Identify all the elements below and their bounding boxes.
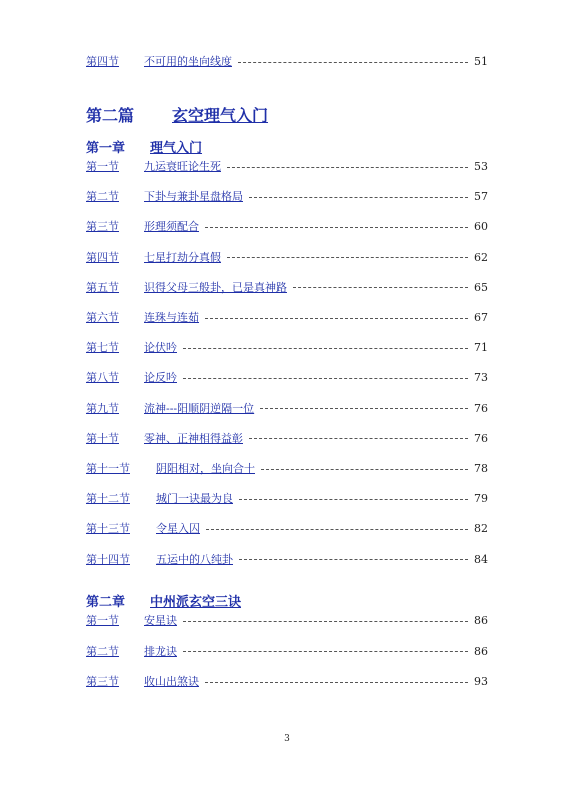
toc-entry[interactable]: [86, 521, 488, 537]
dot-leader: [227, 257, 468, 258]
part-number: 第二篇: [86, 106, 135, 125]
page-ref: 71: [474, 341, 488, 355]
section-title: 下卦与兼卦星盘格局: [144, 190, 243, 204]
section-title: 零神、正神相得益彰: [144, 431, 243, 445]
section-number: 第八节: [86, 371, 119, 385]
page-ref: 86: [474, 644, 488, 658]
toc-entry[interactable]: [86, 219, 488, 235]
section-number: 第十节: [86, 431, 119, 445]
page-ref: 53: [474, 160, 488, 173]
toc-entry[interactable]: [86, 613, 488, 629]
page-ref: 60: [474, 220, 488, 234]
toc-entry[interactable]: [86, 401, 488, 417]
toc-entry[interactable]: [86, 280, 488, 296]
page-ref: 73: [474, 371, 488, 385]
section-title: 形理须配合: [144, 220, 199, 234]
toc-entry[interactable]: [86, 54, 488, 70]
section-number: 第十三节: [86, 522, 130, 536]
section-title: 论反吟: [144, 371, 177, 385]
section-number: 第三节: [86, 675, 119, 688]
page-ref: 67: [474, 311, 488, 324]
page-ref: 51: [474, 55, 488, 68]
page-ref: 62: [474, 250, 488, 264]
section-title: 连珠与连茹: [144, 311, 199, 324]
section-number: 第九节: [86, 401, 119, 415]
section-title: 城门一诀最为良: [156, 492, 233, 506]
dot-leader: [261, 469, 468, 470]
section-number: 第十二节: [86, 492, 130, 506]
section-number: 第二节: [86, 190, 119, 204]
chapter-heading[interactable]: [86, 137, 202, 156]
toc-entry[interactable]: [86, 189, 488, 205]
page-ref: 76: [474, 431, 488, 445]
page-ref: 57: [474, 190, 488, 204]
section-number: 第十四节: [86, 552, 130, 566]
page-ref: 82: [474, 522, 488, 536]
dot-leader: [183, 348, 468, 349]
chapter-title: 中州派玄空三诀: [150, 595, 242, 610]
toc-entry[interactable]: [86, 370, 488, 386]
dot-leader: [183, 621, 468, 622]
toc-entry[interactable]: [86, 159, 488, 175]
section-number: 第六节: [86, 311, 119, 324]
toc-entry[interactable]: [86, 340, 488, 356]
part-heading[interactable]: [86, 103, 268, 126]
section-title: 阴阳相对，坐向合十: [156, 462, 255, 475]
chapter-heading[interactable]: [86, 591, 241, 610]
page-number: 3: [284, 734, 290, 744]
dot-leader: [260, 408, 468, 409]
page-ref: 79: [474, 492, 488, 506]
toc-entry[interactable]: [86, 491, 488, 507]
page-ref: 76: [474, 401, 488, 415]
dot-leader: [239, 499, 468, 500]
toc-entry[interactable]: [86, 250, 488, 266]
dot-leader: [206, 529, 468, 530]
section-number: 第一节: [86, 614, 119, 627]
dot-leader: [183, 378, 468, 379]
section-title: 论伏吟: [144, 341, 177, 355]
chapter-number: 第一章: [86, 141, 126, 156]
dot-leader: [183, 651, 468, 652]
page-ref: 65: [474, 280, 488, 294]
part-title: 玄空理气入门: [172, 106, 269, 125]
page-ref: 86: [474, 614, 488, 627]
chapter-title: 理气入门: [150, 141, 203, 156]
dot-leader: [293, 287, 468, 288]
section-number: 第五节: [86, 280, 119, 294]
section-title: 不可用的坐向线度: [144, 55, 232, 68]
page-ref: 84: [474, 552, 488, 566]
section-number: 第四节: [86, 55, 119, 68]
dot-leader: [238, 62, 468, 63]
section-title: 流神---阳顺阴逆隔一位: [144, 401, 255, 415]
page-ref: 78: [474, 462, 488, 475]
section-title: 安星诀: [144, 614, 177, 627]
section-title: 五运中的八纯卦: [156, 552, 233, 566]
page-ref: 93: [474, 675, 488, 688]
section-title: 令星入囚: [156, 522, 200, 536]
section-title: 九运衰旺论生死: [144, 160, 221, 173]
section-title: 排龙诀: [144, 644, 177, 658]
toc-entry[interactable]: [86, 644, 488, 660]
toc-entry[interactable]: [86, 674, 488, 690]
section-title: 七星打劫分真假: [144, 250, 221, 264]
toc-entry[interactable]: [86, 431, 488, 447]
toc-entry[interactable]: [86, 461, 488, 477]
chapter-number: 第二章: [86, 595, 126, 610]
section-number: 第四节: [86, 250, 119, 264]
section-number: 第十一节: [86, 462, 130, 475]
dot-leader: [205, 682, 468, 683]
section-number: 第三节: [86, 220, 119, 234]
section-title: 收山出煞诀: [144, 675, 199, 688]
dot-leader: [227, 167, 468, 168]
dot-leader: [249, 197, 468, 198]
section-number: 第一节: [86, 160, 119, 173]
dot-leader: [239, 559, 468, 560]
section-number: 第二节: [86, 644, 119, 658]
toc-entry[interactable]: [86, 310, 488, 326]
dot-leader: [205, 318, 468, 319]
section-number: 第七节: [86, 341, 119, 355]
dot-leader: [205, 227, 468, 228]
toc-entry[interactable]: [86, 552, 488, 568]
section-title: 识得父母三般卦，已是真神路: [144, 280, 287, 294]
dot-leader: [249, 438, 468, 439]
